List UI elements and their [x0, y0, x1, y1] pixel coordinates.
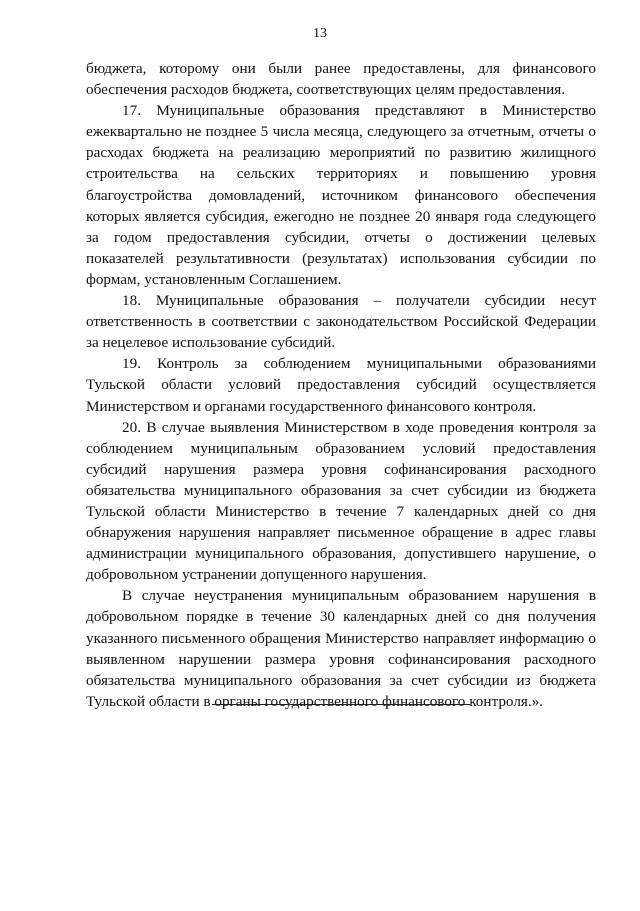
- paragraph-20: 20. В случае выявления Министерством в ходе проведения контроля за соблюдением муниципальным образованием условий предоставления субсидий нарушения размера уровня софинансирования расходного обязательства муниципального образования за счет субсидии из бюджета Тульской области Министерство в течение 7 календарных дней со дня обнаружения нарушения направляет письменное обращение в адрес главы администрации муниципального образования, допустившего нарушение, о добровольном устранении допущенного нарушения.: [86, 418, 596, 584]
- paragraph-19: 19. Контроль за соблюдением муниципальными образованиями Тульской области условий предоставления субсидий осуществляется Министерством и органами государственного финансового контроля.: [86, 355, 596, 415]
- paragraph-18: 18. Муниципальные образования – получатели субсидии несут ответственность в соответствии с законодательством Российской Федерации за нецелевое использование субсидий.: [86, 292, 596, 352]
- page-number: 13: [313, 26, 327, 41]
- document-body: [86, 58, 596, 712]
- paragraph-20-continuation: В случае неустранения муниципальным образованием нарушения в добровольном порядке в течение 30 календарных дней со дня получения указанного письменного обращения Министерство направляет информацию о выявленном нарушении размера уровня софинансирования расходного обязательства муниципального образования за счет субсидии из бюджета Тульской области в органы государственного финансового контроля.».: [86, 587, 596, 710]
- end-separator-line: [212, 704, 470, 705]
- paragraph-continuation: бюджета, которому они были ранее предоставлены, для финансового обеспечения расходов бюджета, соответствующих целям предоставления.: [86, 60, 596, 99]
- paragraph-17: 17. Муниципальные образования представляют в Министерство ежеквартально не позднее 5 числа месяца, следующего за отчетным, отчеты о расходах бюджета на реализацию мероприятий по развитию жилищного строительства на сельских территориях и повышению уровня благоустройства домовладений, источником финансового обеспечения которых является субсидия, ежегодно не позднее 20 января года следующего за годом предоставления субсидии, отчеты о достижении целевых показателей результативности (результатах) использования субсидии по формам, установленным Соглашением.: [86, 102, 596, 288]
